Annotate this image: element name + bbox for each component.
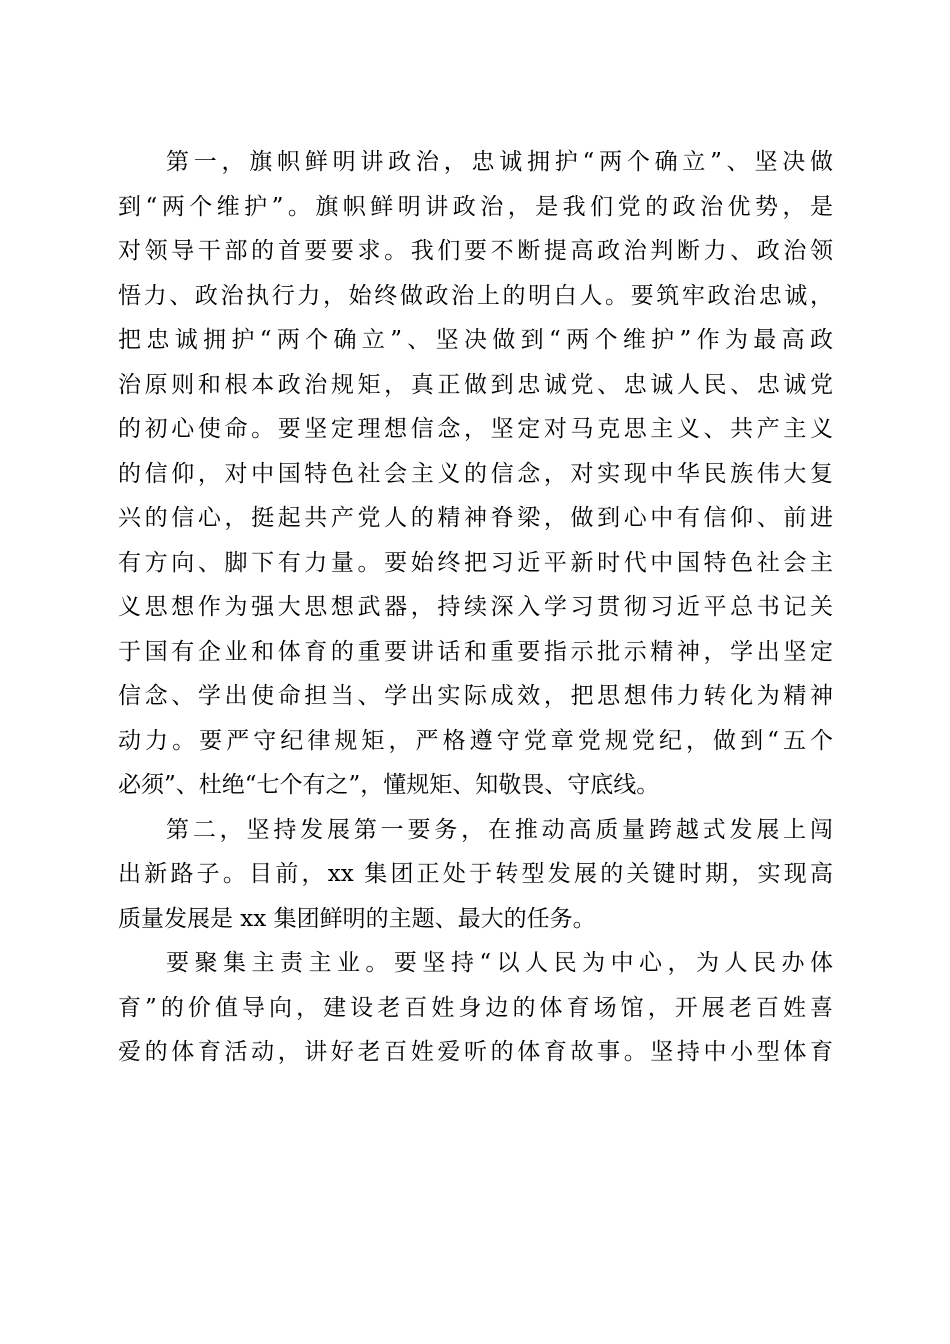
text-line: 于国有企业和体育的重要讲话和重要指示批示精神，学出坚定 <box>118 638 833 665</box>
text-line: 义思想作为强大思想武器，持续深入学习贯彻习近平总书记关 <box>118 594 833 620</box>
text-line: 到“两个维护”。旗帜鲜明讲政治，是我们党的政治优势，是 <box>118 193 833 220</box>
text-line: 要聚集主责主业。要坚持“以人民为中心，为人民办体 <box>166 950 833 976</box>
text-line: 把忠诚拥护“两个确立”、坚决做到“两个维护”作为最高政 <box>118 327 833 353</box>
paragraph-3 <box>118 941 833 1075</box>
text-line: 必须”、杜绝“七个有之”，懂规矩、知敬畏、守底线。 <box>118 772 660 798</box>
text-line: 爱的体育活动，讲好老百姓爱听的体育故事。坚持中小型体育 <box>118 1039 833 1065</box>
text-line: 兴的信心，挺起共产党人的精神脊梁，做到心中有信仰、前进 <box>118 505 833 531</box>
text-line: 治原则和根本政治规矩，真正做到忠诚党、忠诚人民、忠诚党 <box>118 371 833 398</box>
text-line: 出新路子。目前，xx 集团正处于转型发展的关键时期，实现高 <box>118 861 833 887</box>
text-line: 的信仰，对中国特色社会主义的信念，对实现中华民族伟大复 <box>118 460 833 487</box>
paragraph-1 <box>118 140 833 808</box>
text-line: 动力。要严守纪律规矩，严格遵守党章党规党纪，做到“五个 <box>118 727 833 754</box>
text-line: 对领导干部的首要要求。我们要不断提高政治判断力、政治领 <box>118 238 833 264</box>
document-body <box>118 140 833 1075</box>
text-line: 第二，坚持发展第一要务，在推动高质量跨越式发展上闯 <box>166 816 833 843</box>
text-line: 第一，旗帜鲜明讲政治，忠诚拥护“两个确立”、坚决做 <box>166 149 833 175</box>
text-line: 育”的价值导向，建设老百姓身边的体育场馆，开展老百姓喜 <box>118 994 833 1021</box>
text-line: 信念、学出使命担当、学出实际成效，把思想伟力转化为精神 <box>118 683 833 709</box>
text-line: 有方向、脚下有力量。要始终把习近平新时代中国特色社会主 <box>118 549 833 576</box>
text-line: 的初心使命。要坚定理想信念，坚定对马克思主义、共产主义 <box>118 416 833 442</box>
text-line: 质量发展是 xx 集团鲜明的主题、最大的任务。 <box>118 905 596 932</box>
text-line: 悟力、政治执行力，始终做政治上的明白人。要筑牢政治忠诚， <box>118 282 833 309</box>
paragraph-2 <box>118 808 833 942</box>
